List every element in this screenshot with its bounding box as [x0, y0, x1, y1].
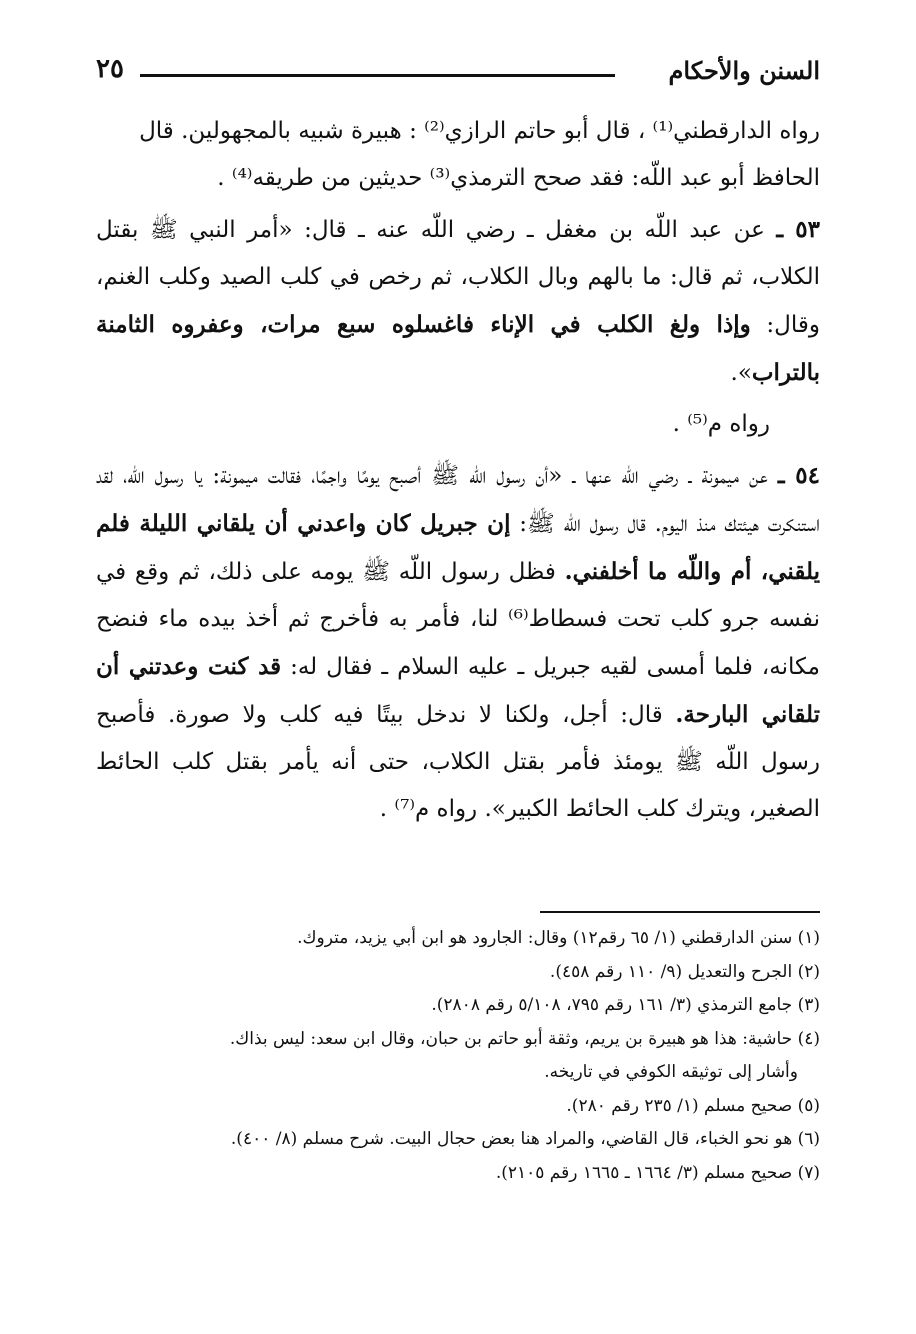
main-text — [96, 108, 820, 837]
footnote-separator — [540, 911, 820, 913]
intro-line-1: رواه الدارقطني⁽¹⁾ ، قال أبو حاتم الرازي⁽²⁾ : هبيرة شبيه بالمجهولين. قال — [139, 118, 820, 144]
footnote-5: (٥) صحيح مسلم (١/ ٢٣٥ رقم ٢٨٠). — [566, 1095, 820, 1116]
hadith-54-number: ٥٤ ـ — [777, 462, 820, 489]
footnote-1: (١) سنن الدارقطني (١/ ٦٥ رقم١٢) وقال: الجارود هو ابن أبي يزيد، متروك. — [297, 928, 820, 948]
intro-paragraph — [96, 108, 820, 202]
footnote-4-line-2: وأشار إلى توثيقه الكوفي في تاريخه. — [544, 1062, 798, 1082]
hadith-53 — [96, 206, 820, 397]
intro-line-2: الحافظ أبو عبد اللّه: فقد صحح الترمذي⁽³⁾ حديثين من طريقه⁽⁴⁾ . — [217, 165, 820, 191]
hadith-53-number: ٥٣ ـ — [776, 216, 820, 243]
footnotes — [96, 922, 820, 1190]
hadith-54-text-1: عن ميمونة ـ رضي اللّه عنها ـ «أن رسول اللّه ﷺ أصبح يومًا واجمًا، فقالت ميمونة: يا رسول اللّه، لقد استنكرت هيئتك منذ اليوم. قال رسول اللّه ﷺ: — [96, 463, 820, 537]
header-rule — [140, 74, 615, 77]
footnote-3: (٣) جامع الترمذي (٣/ ١٦١ رقم ٧٩٥، ٥/١٠٨ رقم ٢٨٠٨). — [431, 995, 820, 1015]
footnote-2: (٢) الجرح والتعديل (٩/ ١١٠ رقم ٤٥٨). — [549, 961, 820, 982]
hadith-54-text-2: فظل رسول اللّه ﷺ يومه على ذلك، ثم وقع في نفسه جرو كلب تحت فسطاط⁽⁶⁾ لنا، فأمر به فأخرج ثم أخذ بيده ماء فنضح مكانه، فلما أمسى لقيه جبريل ـ عليه السلام ـ فقال له: — [96, 559, 820, 680]
page-header — [96, 56, 820, 96]
footnote-7: (٧) صحيح مسلم (٣/ ١٦٦٤ ـ ١٦٦٥ رقم ٢١٠٥). — [495, 1162, 820, 1183]
hadith-54-bold-1: إن جبريل كان واعدني أن يلقاني الليلة فلم يلقني، أم واللّه ما أخلفني. — [96, 510, 820, 585]
footnote-4-line-1: (٤) حاشية: هذا هو هبيرة بن يريم، وثقة أبو حاتم بن حبان، وقال ابن سعد: ليس بذاك. — [229, 1028, 820, 1049]
hadith-53-reference: رواه م⁽⁵⁾ . — [672, 411, 770, 437]
footnote-6: (٦) هو نحو الخباء، قال القاضي، والمراد هنا بعض حجال البيت. شرح مسلم (٨/ ٤٠٠). — [230, 1129, 820, 1149]
hadith-54-bold-2: قد كنت وعدتني أن تلقاني البارحة. — [96, 653, 820, 728]
running-title: السنن والأحكام — [668, 56, 820, 85]
hadith-53-bold: وإذا ولغ الكلب في الإناء فاغسلوه سبع مرات، وعفروه الثامنة بالتراب — [96, 311, 820, 386]
hadith-53-end: ». — [730, 360, 752, 386]
hadith-54-text-3: قال: أجل، ولكنا لا ندخل بيتًا فيه كلب ولا صورة. فأصبح رسول اللّه ﷺ يومئذ فأمر بقتل الكلاب، حتى أنه يأمر بقتل كلب الحائط الصغير، ويترك كلب الحائط الكبير». رواه م⁽⁷⁾ . — [96, 702, 820, 822]
hadith-53-text: عن عبد اللّه بن مغفل ـ رضي اللّه عنه ـ قال: «أمر النبي ﷺ بقتل الكلاب، ثم قال: ما بالهم وبال الكلاب، ثم رخص في كلب الصيد وكلب الغنم، وقال: — [96, 217, 820, 338]
page-number: ٢٥ — [96, 54, 124, 84]
hadith-54 — [96, 452, 820, 833]
